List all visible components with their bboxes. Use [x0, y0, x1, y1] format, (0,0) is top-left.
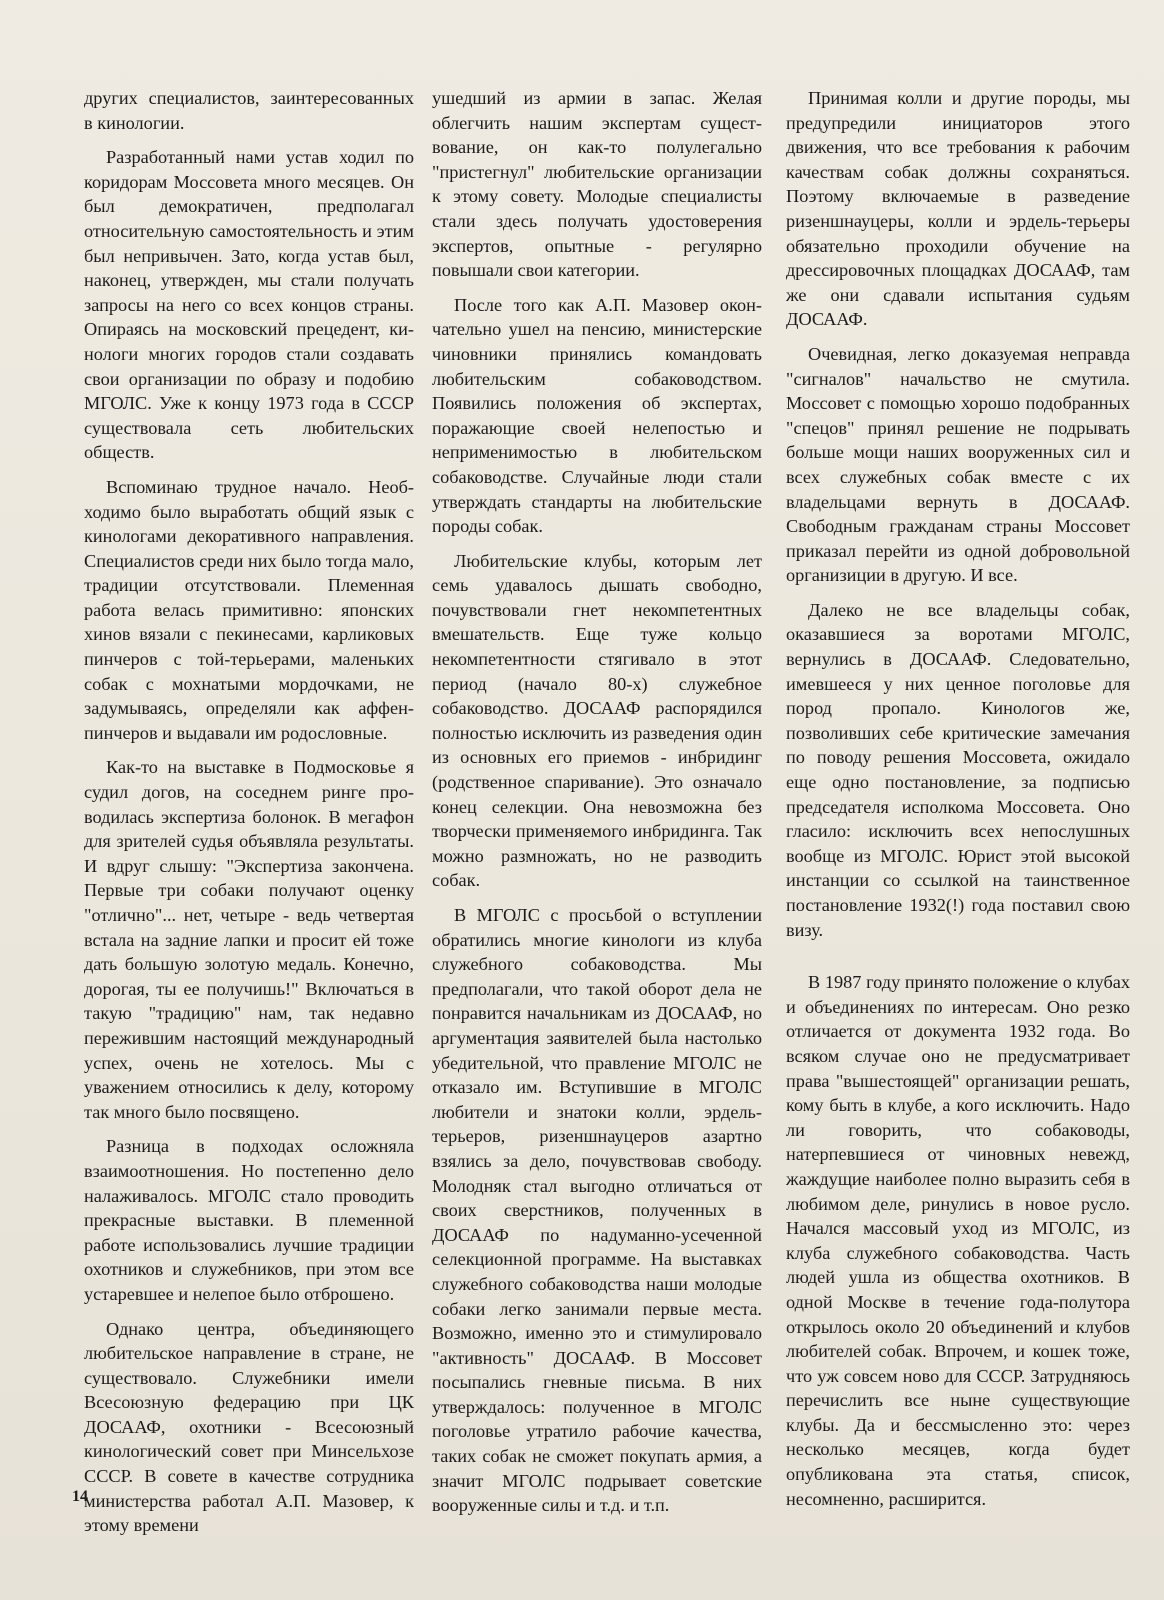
paragraph: Очевидная, легко доказуемая неправда "сигналов" начальство не смутила. Моссовет с помощью хорошо подобранных "спецов" принял решение не подрывать больше мощи наших вооруженных сил и всех служебных собак вместе с их владельцами вернуть в ДОСААФ. Свободным гражданам страны Моссовет приказал перейти из одной добровольной организиции в другую. И все.	[786, 343, 1130, 586]
paragraph: Разработанный нами устав ходил по коридорам Моссовета много месяцев. Он был демократичен, предполагал относительную самостоятельность и этим был непривычен. Зато, когда устав был, наконец, утвержден, мы стали получать запросы на него со всех концов страны. Опираясь на московский прецедент, кинологи многих городов стали создавать свои организации по образу и подобию МГОЛС. Уже к концу 1973 года в СССР существовала сеть любительских обществ.	[84, 147, 414, 463]
paragraph: Принимая колли и другие породы, мы предупредили инициаторов этого движения, что все требования к рабочим качествам собак должны сохраняться. Поэтому включаемые в разведение ризеншнауцеры, колли и эрдель-терьеры обязательно проходили обучение на дрессировочных площадках ДОСААФ, там же они сдавали испытания судьям ДОСААФ.	[786, 88, 1130, 330]
paragraph: других специалистов, заинтересованных в кинологии.	[84, 88, 414, 133]
paragraph: Разница в подходах осложняла взаимоотношения. Но постепенно дело налаживалось. МГОЛС стало проводить прекрасные выставки. В племенной работе использовались лучшие традиции охотников и служебников, при этом все устаревшее и нелепое было отброшено.	[84, 1136, 414, 1304]
text-column-3	[786, 86, 1130, 1521]
paragraph: Однако центра, объединяющего любительское направление в стране, не существовало. Служебники имели Всесоюзную федерацию при ЦК ДОСААФ, охотники - Всесоюзный кинологический совет при Минсельхозе СССР. В совете в качестве сотрудника министерства работал А.П. Мазовер, к этому времени	[84, 1318, 414, 1536]
page-number: 14	[72, 1488, 88, 1505]
text-column-2	[432, 86, 762, 1528]
paragraph: ушедший из армии в запас. Желая облегчить нашим экспертам существование, он как-то полулегально "пристегнул" любительские организации к этому совету. Молодые специалисты стали здесь получать удостоверения экспертов, опытные - регулярно повышали свои категории.	[432, 88, 762, 281]
paragraph: Далеко не все владельцы собак, оказавшиеся за воротами МГОЛС, вернулись в ДОСААФ. Следовательно, имевшееся у них ценное поголовье для пород пропало. Кинологов же, позволивших себе критические замечания по поводу решения Моссовета, ожидало еще одно постановление, за подписью председателя исполкома Моссовета. Оно гласило: исключить всех непослушных вообще из МГОЛС. Юрист этой высокой инстанции со ссылкой на таинственное постановление 1932(!) года поставил свою визу.	[786, 599, 1130, 940]
paragraph: Как-то на выставке в Подмосковье я судил догов, на соседнем ринге проводилась экспертиза болонок. В мегафон для зрителей судья объявляла результаты. И вдруг слышу: "Экспертиза закончена. Первые три собаки получают оценку "отлично"... нет, четыре - ведь четвертая встала на задние лапки и просит ей тоже дать большую золотую медаль. Конечно, дорогая, ты ее получишь!" Включаться в такую "традицию" нам, так недавно пережившим настоящий международный успех, очень не хотелось. Мы с уважением относились к делу, которому так много было посвящено.	[84, 757, 414, 1122]
paragraph: Вспоминаю трудное начало. Необходимо было выработать общий язык с кинологами декоративного направления. Специалистов среди них было тогда мало, традиции отсутствовали. Племенная работа велась примитивно: японских хинов вязали с пекинесами, карликовых пинчеров с той-терьерами, маленьких собак с мохнатыми мордочками, не задумываясь, определяли как аффен-пинчеров и выдавали им родословные.	[84, 476, 414, 743]
paragraph: После того как А.П. Мазовер окончательно ушел на пенсию, министерские чиновники принялись командовать любительским собаководством. Появились положения об экспертах, поражающие своей нелепостью и неприменимостью в любительском собаководстве. Случайные люди стали утверждать стандарты на любительские породы собак.	[432, 294, 762, 537]
paragraph: В 1987 году принято положение о клубах и объединениях по интересам. Оно резко отличается от документа 1932 года. Во всяком случае оно не предусматривает права "вышестоящей" организации решать, кому быть в клубе, а кого исключить. Надо ли говорить, что собаководы, натерпевшиеся от чиновных невежд, жаждущие наиболее полно выразить себя в любимом деле, ринулись в новое русло. Начался массовый уход из МГОЛС, из клуба служебного собаководства. Часть людей ушла из общества охотников. В одной Москве в течение года-полутора открылось около 20 объединений и клубов любителей собак. Впрочем, и кошек тоже, что уж совсем ново для СССР. Затрудняюсь перечислить все ныне существующие клубы. Да и бессмысленно это: через несколько месяцев, когда будет опубликована эта статья, список, несомненно, расширится.	[786, 972, 1130, 1509]
text-column-1	[84, 86, 414, 1548]
paragraph: В МГОЛС с просьбой о вступлении обратились многие кинологи из клуба служебного собаководства. Мы предполагали, что такой оборот дела не понравится начальникам из ДОСААФ, но аргументация заявителей была настолько убедительной, что правление МГОЛС не отказало им. Вступившие в МГОЛС любители и знатоки колли, эрдель-терьеров, ризеншнауцеров азартно взялись за дело, почувствовав свободу. Молодняк стал выгодно отличаться от своих сверстников, полученных в ДОСААФ по надуманно-усеченной селекционной программе. На выставках служебного собаководства наши молодые собаки легко занимали первые места. Возможно, именно это и стимулировало "активность" ДОСААФ. В Моссовет посыпались гневные письма. В них утверждалось: полученное в МГОЛС поголовье утратило рабочие качества, таких собак не сможет покупать армия, а значит МГОЛС подрывает советские вооруженные силы и т.д. и т.п.	[432, 905, 762, 1516]
paragraph: Любительские клубы, которым лет семь удавалось дышать свободно, почувствовали гнет некомпетентных вмешательств. Еще туже кольцо некомпетентности стягивало в этот период (начало 80-х) служебное собаководство. ДОСААФ распорядился полностью исключить из разведения один из основных его приемов - инбридинг (родственное спаривание). Это означало конец селекции. Она невозможна без творчески применяемого инбридинга. Так можно размножать, но не разводить собак.	[432, 550, 762, 891]
